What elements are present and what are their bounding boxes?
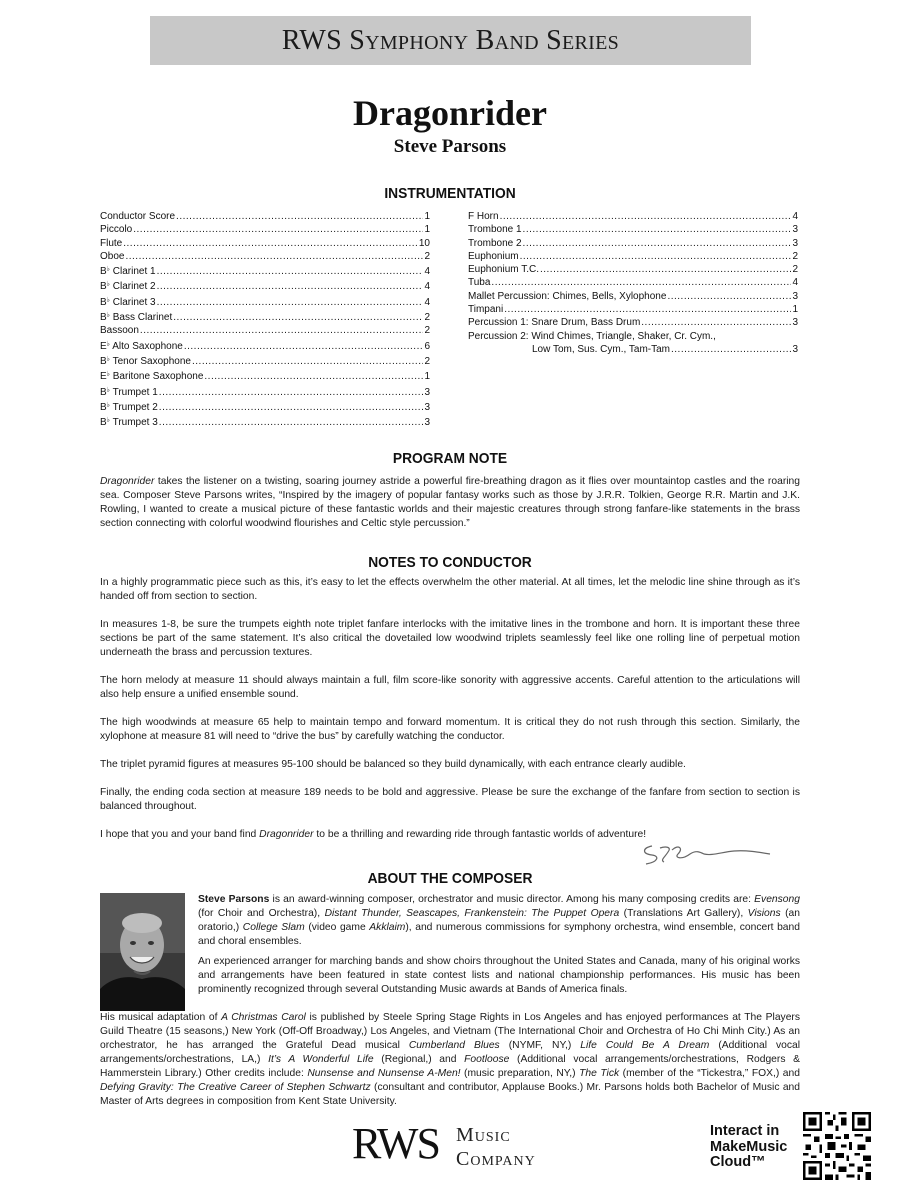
instrument-count: 3 (424, 386, 430, 398)
composer-photo (100, 893, 185, 1011)
instrument-count: 2 (792, 264, 798, 276)
instrument-name: B♭ Tenor Saxophone (100, 355, 191, 367)
instrument-name: B♭ Trumpet 3 (100, 417, 158, 429)
instrument-name: F Horn (468, 211, 499, 222)
instrument-count: 1 (424, 371, 430, 383)
instrument-count: 2 (424, 355, 430, 367)
instrument-name: Euphonium (468, 250, 519, 262)
instrument-name: B♭ Clarinet 2 (100, 281, 156, 293)
about-paragraph-2: An experienced arranger for marching bands and show choirs throughout the United States and Canada, many of his original works and arrangements have been featured in state contest lists and national championship performances. His music has been prominently recognized through several Outstanding Music awards at Bands of America finals. (198, 956, 800, 995)
instrument-count: 1 (792, 304, 798, 316)
notes-paragraph-1: In a highly programmatic piece such as this, it’s easy to let the effects overwhelm the other material. At all times, let the melodic line shine through as it’s handed off from section to section. (100, 577, 800, 602)
instrument-row: Low Tom, Sus. Cym., Tam-Tam ..... 3 (468, 343, 798, 356)
logo-mark: RWS (352, 1119, 439, 1168)
instrument-row (100, 324, 430, 337)
instrument-count: 4 (424, 266, 430, 278)
instrument-row (468, 250, 798, 263)
instrument-name: B♭ Clarinet 1 (100, 266, 156, 278)
program-note-text (100, 475, 800, 531)
instrument-count: 4 (792, 211, 798, 222)
instrumentation-heading: INSTRUMENTATION (384, 185, 516, 202)
instrument-name: Trombone 1 (468, 224, 522, 236)
instrument-count: 3 (792, 317, 798, 329)
instrument-name: Percussion 1: Snare Drum, Bass Drum (468, 317, 641, 329)
instrument-row (100, 278, 430, 293)
instrument-row (100, 338, 430, 353)
notes-paragraph-3: The horn melody at measure 11 should always maintain a full, film score-like sonority with aggressive accents. Careful attention to the articulations will also help ensure a unified ensemble sound. (100, 675, 800, 700)
instrument-count: 3 (792, 290, 798, 302)
about-paragraph-1: Steve Parsons is an award-winning composer, orchestrator and music director. Among his many composing credits are: Evensong (for Choir and Orchestra), Distant Thunder, Seascapes, Frankenstein: The Puppet Opera (Translations Art Gallery), Visions (an oratorio,) College Slam (video game Akklaim), and numerous commissions for symphony orchestra, wind ensemble, concert band and choral ensembles. (198, 894, 800, 947)
instrument-name: Oboe (100, 250, 125, 262)
series-title: RWS Symphony Band Series (281, 24, 620, 56)
instrument-count: 4 (424, 296, 430, 308)
instrument-name: B♭ Trumpet 2 (100, 401, 158, 413)
instrument-row (100, 399, 430, 414)
instrument-count: 10 (418, 237, 430, 249)
series-banner (150, 16, 751, 65)
instrument-row: Percussion 2: Wind Chimes, Triangle, Shaker, Cr. Cym., (468, 330, 716, 342)
instrument-name: Bassoon (100, 325, 139, 337)
instrument-row (100, 384, 430, 399)
instrument-count: 3 (792, 237, 798, 249)
notes-paragraph-5: The triplet pyramid figures at measures 95-100 should be balanced so they build dynamically, with each entrance clearly audible. (100, 759, 686, 770)
instrument-name: Flute (100, 237, 123, 249)
instrument-row (468, 290, 798, 303)
instrument-row (100, 309, 430, 324)
instrument-name: Tuba (468, 277, 491, 289)
instrument-row (468, 223, 798, 236)
instrument-name: B♭ Bass Clarinet (100, 312, 173, 324)
instrument-row (100, 368, 430, 383)
instrument-name: E♭ Alto Saxophone (100, 340, 183, 352)
instrument-name: Conductor Score (100, 211, 176, 222)
instrument-count: 4 (424, 281, 430, 293)
instrument-name: Mallet Percussion: Chimes, Bells, Xylophone (468, 290, 667, 302)
instrument-row (468, 316, 798, 329)
logo-word-company: Company (456, 1148, 536, 1170)
instrument-row (100, 414, 430, 429)
instrument-row (100, 237, 430, 250)
instrument-row (468, 237, 798, 250)
instrument-name: B♭ Clarinet 3 (100, 296, 156, 308)
instrument-row (100, 263, 430, 278)
instrument-row (100, 294, 430, 309)
instrument-row (100, 353, 430, 368)
about-paragraph-3: His musical adaptation of A Christmas Carol is published by Steele Spring Stage Rights in Los Angeles and has enjoyed performances at The Players Guild Theatre (15 seasons,) New York (Off-Off Broadway,) Los Angeles, and Vietnam (The International Choir and Orchestra of Ho Chi Minh City.) As an orchestrator, he has arranged the Grateful Dead musical Cumberland Blues (NYMF, NY,) Life Could Be A Dream (Additional vocal arrangements/orchestrations, LA,) It’s A Wonderful Life (Regional,) and Footloose (Additional vocal arrangements/orchestrations, Rodgers & Hammerstein Library.) Other credits include: Nunsense and Nunsense A-Men! (music preparation, NY,) The Tick (member of the “Tickestra,” FOX,) and Defying Gravity: The Creative Career of Stephen Schwartz (consultant and contributor, Applause Books.) Mr. Parsons holds both Bachelor of Music and Master of Arts degrees in composition from Kent State University. (100, 1012, 801, 1107)
instrument-row (468, 210, 798, 223)
instrument-count: 1 (424, 224, 430, 236)
program-note-body: takes the listener on a twisting, soaring journey astride a powerful fire-breathing dragon as it flies over mountaintop castles and the roaring sea. Composer Steve Parsons writes, “Inspired by the imagery of popular fantasy works such as those by J.R.R. Tolkien, George R.R. Martin and J.K. Rowling, I wanted to create a musical picture of these fantastic worlds and their majestic creatures through strong fanfare-like statements in the brass section connecting with colorful woodwind flourishes and Celtic style percussion.” (100, 476, 800, 529)
instrumentation-list-right (468, 210, 798, 356)
notes-heading: NOTES TO CONDUCTOR (368, 554, 532, 571)
makemusic-cloud-label: Interact in MakeMusic Cloud™ (710, 1123, 788, 1170)
instrument-name: Timpani (468, 304, 504, 316)
instrument-name: B♭ Trumpet 1 (100, 386, 158, 398)
instrument-row (468, 303, 798, 316)
instrument-row (100, 250, 430, 263)
about-heading: ABOUT THE COMPOSER (367, 870, 533, 887)
instrument-row (468, 263, 798, 276)
logo-word-music: Music (456, 1124, 511, 1146)
qr-code-icon[interactable] (803, 1112, 871, 1180)
notes-paragraph-2: In measures 1-8, be sure the trumpets eighth note triplet fanfare interlocks with the imitative lines in the trombone and horn. It is important these three sections be part of the same statement. It’s also critical the dovetailed low woodwind triplets seamlessly feel like one rolling line of perpetual motion underneath the brass and percussion textures. (100, 619, 800, 658)
instrument-count: 3 (424, 417, 430, 429)
composer-signature (638, 838, 774, 868)
notes-paragraph-7: I hope that you and your band find Dragonrider to be a thrilling and rewarding ride through fantastic worlds of adventure! (100, 829, 647, 840)
instrument-name: Trombone 2 (468, 237, 522, 249)
instrument-row (468, 276, 798, 289)
instrument-row (100, 223, 430, 236)
instrument-name: Euphonium T.C. (468, 264, 539, 276)
instrument-name: Piccolo (100, 224, 133, 236)
instrument-count: 2 (424, 312, 430, 324)
notes-paragraph-6: Finally, the ending coda section at measure 189 needs to be bold and aggressive. Please be sure the exchange of the fanfare from section to section is balanced throughout. (100, 787, 800, 812)
piece-title: Dragonrider (353, 93, 547, 133)
instrument-count: 4 (792, 277, 798, 289)
instrumentation-list-left (100, 210, 430, 429)
instrument-count: 1 (424, 211, 430, 222)
instrument-name: E♭ Baritone Saxophone (100, 371, 204, 383)
instrument-count: 3 (424, 401, 430, 413)
instrument-count: 2 (424, 250, 430, 262)
instrument-count: 3 (792, 224, 798, 236)
instrument-count: 6 (424, 340, 430, 352)
notes-paragraph-4: The high woodwinds at measure 65 help to maintain tempo and forward momentum. It is critical they do not rush through this section. Similarly, the xylophone at measure 81 will need to “drive the bus” by carefully watching the conductor. (100, 717, 800, 742)
instrument-row (100, 210, 430, 223)
program-note-title: Dragonrider (100, 476, 155, 487)
instrument-count: 2 (792, 250, 798, 262)
composer-name: Steve Parsons (393, 136, 507, 157)
program-note-heading: PROGRAM NOTE (392, 450, 508, 467)
instrument-count: 2 (424, 325, 430, 337)
rws-music-company-logo (352, 1118, 552, 1176)
